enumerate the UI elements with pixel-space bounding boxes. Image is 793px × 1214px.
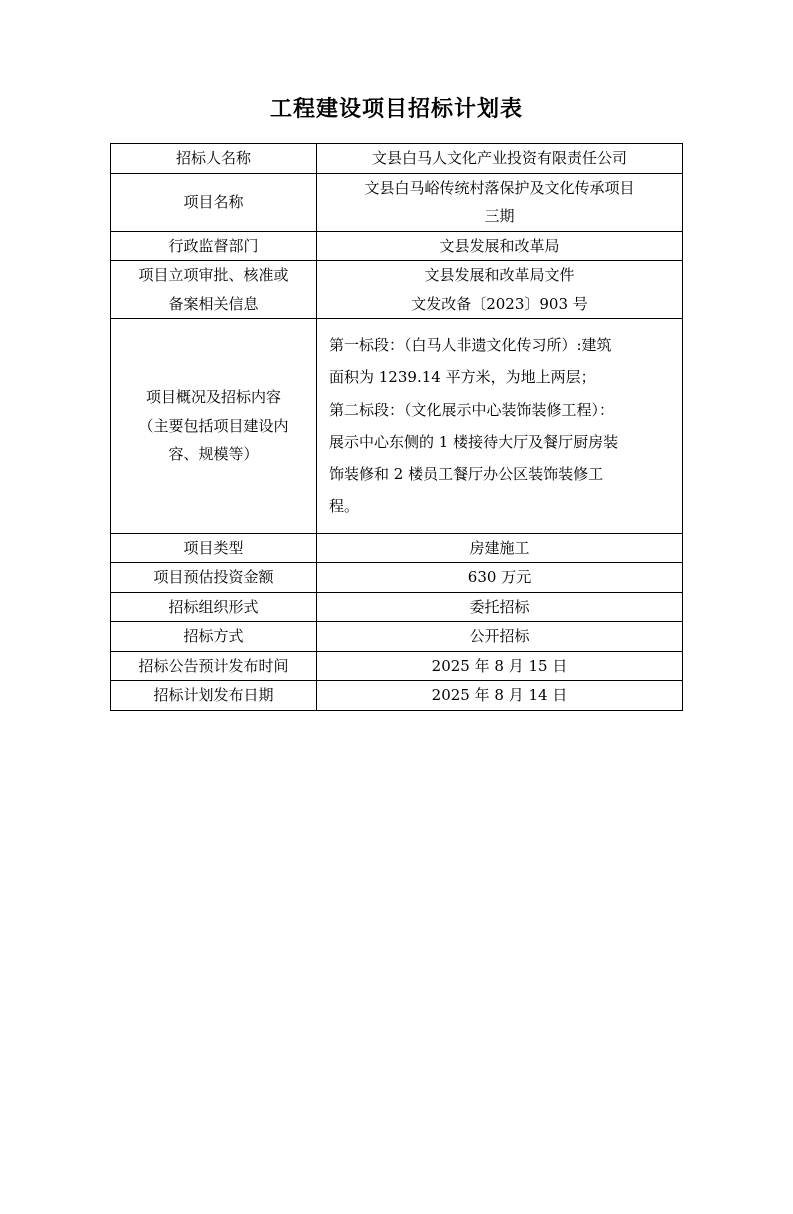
row-label-estimated-investment — [111, 563, 317, 593]
value-lines — [317, 563, 682, 592]
value-lines — [317, 144, 682, 173]
value-line: 饰装修和 2 楼员工餐厅办公区装饰装修工 — [329, 465, 604, 483]
row-value-plan-publish-date — [317, 681, 683, 711]
label-lines — [111, 383, 316, 469]
page-title: 工程建设项目招标计划表 — [269, 97, 523, 122]
value-lines — [317, 652, 682, 681]
value-line: 公开招标 — [469, 627, 530, 645]
value-line: 面积为 1239.14 平方米，为地上两层； — [329, 368, 596, 387]
row-value-project-type — [317, 533, 683, 563]
value-line: 房建施工 — [469, 538, 530, 557]
value-line: 630 万元 — [467, 568, 532, 586]
label-line: 招标方式 — [183, 627, 244, 645]
label-lines — [111, 563, 316, 592]
row-value-supervision-department — [317, 231, 683, 261]
row-label-announcement-date — [111, 651, 317, 681]
label-line: 项目名称 — [183, 192, 244, 211]
row-label-supervision-department — [111, 231, 317, 261]
value-line: 委托招标 — [469, 597, 530, 616]
row-value-bidding-organization-form — [317, 592, 683, 622]
label-line: 招标组织形式 — [168, 597, 259, 616]
value-line: 程。 — [329, 497, 360, 516]
row-value-approval-info — [317, 261, 683, 319]
value-line: 展示中心东侧的 1 楼接待大厅及餐厅厨房装 — [329, 432, 619, 451]
row-value-bidder-name — [317, 144, 683, 174]
row-label-approval-info — [111, 261, 317, 319]
row-value-project-name — [317, 173, 683, 231]
label-lines — [111, 681, 316, 710]
table-row — [111, 173, 683, 231]
label-lines — [111, 652, 316, 681]
label-lines — [111, 261, 316, 318]
label-lines — [111, 144, 316, 173]
label-line: （主要包括项目建设内 — [138, 416, 289, 435]
row-value-estimated-investment — [317, 563, 683, 593]
value-line: 第一标段：（白马人非遗文化传习所）:建筑 — [329, 336, 612, 354]
value-lines — [317, 232, 682, 261]
table-row — [111, 261, 683, 319]
table-row — [111, 533, 683, 563]
label-lines — [111, 534, 316, 563]
document-page — [0, 92, 793, 1214]
row-value-project-overview — [317, 319, 683, 534]
table-body — [111, 144, 683, 711]
label-line: 项目预估投资金额 — [153, 568, 274, 586]
value-lines — [329, 329, 672, 523]
value-line: 三期 — [484, 207, 515, 225]
label-lines — [111, 188, 316, 217]
label-line: 项目立项审批、核准或 — [138, 266, 289, 284]
value-lines — [317, 622, 682, 651]
label-line: 备案相关信息 — [168, 294, 259, 313]
label-lines — [111, 593, 316, 622]
value-line: 2025 年 8 月 15 日 — [431, 656, 568, 675]
value-lines — [317, 174, 682, 231]
table-row — [111, 592, 683, 622]
value-lines — [317, 261, 682, 318]
value-lines — [317, 681, 682, 710]
label-line: 项目概况及招标内容 — [145, 388, 281, 406]
value-line: 第二标段：（文化展示中心装饰装修工程）： — [329, 400, 615, 419]
label-lines — [111, 232, 316, 261]
value-line: 文发改备〔2023〕903 号 — [411, 294, 588, 313]
value-line: 2025 年 8 月 14 日 — [431, 686, 568, 704]
row-label-plan-publish-date — [111, 681, 317, 711]
label-line: 招标公告预计发布时间 — [138, 656, 289, 675]
label-line: 招标计划发布日期 — [153, 686, 274, 704]
row-label-project-name — [111, 173, 317, 231]
row-label-bidder-name — [111, 144, 317, 174]
label-line: 行政监督部门 — [168, 236, 259, 255]
label-line: 招标人名称 — [175, 149, 251, 167]
value-line: 文县发展和改革局 — [439, 236, 560, 255]
label-lines — [111, 622, 316, 651]
row-label-project-overview — [111, 319, 317, 534]
table-row — [111, 651, 683, 681]
value-line: 文县发展和改革局文件 — [424, 266, 575, 284]
value-lines — [317, 534, 682, 563]
row-label-project-type — [111, 533, 317, 563]
value-lines — [317, 593, 682, 622]
table-row — [111, 231, 683, 261]
value-line: 文县白马人文化产业投资有限责任公司 — [371, 149, 627, 167]
table-row — [111, 563, 683, 593]
label-line: 项目类型 — [183, 538, 244, 557]
table-row — [111, 319, 683, 534]
row-label-bidding-organization-form — [111, 592, 317, 622]
label-line: 容、规模等） — [168, 445, 259, 463]
row-value-bidding-method — [317, 622, 683, 652]
row-label-bidding-method — [111, 622, 317, 652]
table-row — [111, 622, 683, 652]
bidding-plan-table — [110, 143, 683, 711]
table-row — [111, 681, 683, 711]
table-row — [111, 144, 683, 174]
row-value-announcement-date — [317, 651, 683, 681]
value-line: 文县白马峪传统村落保护及文化传承项目 — [364, 178, 635, 197]
